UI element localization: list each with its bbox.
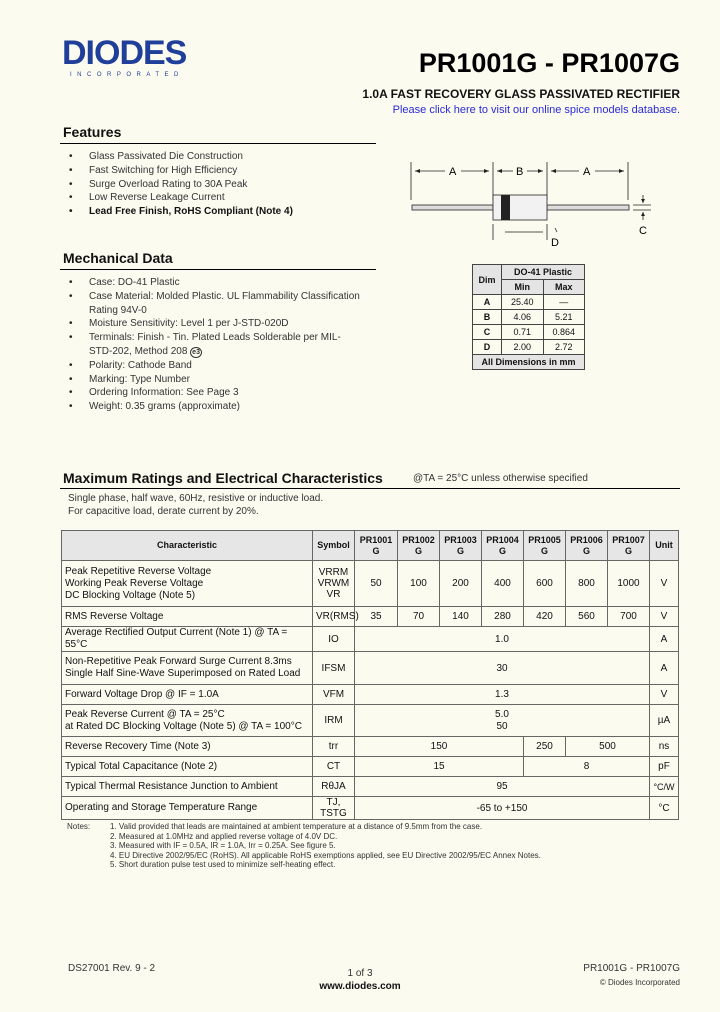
list-item: • Fast Switching for High Efficiency bbox=[63, 164, 373, 178]
table-row bbox=[62, 685, 679, 705]
value-cell: 200 bbox=[440, 561, 482, 607]
mechanical-heading: Mechanical Data bbox=[63, 250, 173, 266]
min-cell: 25.40 bbox=[502, 295, 544, 310]
value-cell: 250 bbox=[524, 737, 566, 757]
value-cell: 35 bbox=[355, 607, 398, 627]
value-cell: 150 bbox=[355, 737, 524, 757]
part-header: PR1006 G bbox=[566, 531, 608, 561]
unit-cell: V bbox=[650, 561, 679, 607]
e3-icon: e3 bbox=[192, 348, 200, 356]
note-item: 4. EU Directive 2002/95/EC (RoHS). All applicable RoHS exemptions applied, see EU Directive 2002/95/EC Annex Notes. bbox=[110, 850, 541, 860]
dim-label-c: C bbox=[639, 225, 647, 237]
value-cell: 8 bbox=[524, 757, 650, 777]
part-header: PR1001 G bbox=[355, 531, 398, 561]
ratings-intro-2: For capacitive load, derate current by 20%. bbox=[68, 506, 259, 517]
symbol-cell: trr bbox=[313, 737, 355, 757]
notes-label: Notes: bbox=[67, 822, 91, 831]
min-header: Min bbox=[502, 280, 544, 295]
table-row bbox=[62, 705, 679, 737]
characteristic-cell: Forward Voltage Drop @ IF = 1.0A bbox=[62, 685, 313, 705]
value-cell: 800 bbox=[566, 561, 608, 607]
value-cell: 1000 bbox=[608, 561, 650, 607]
value-cell: 420 bbox=[524, 607, 566, 627]
symbol-header: Symbol bbox=[313, 531, 355, 561]
part-header: PR1005 G bbox=[524, 531, 566, 561]
ratings-rule bbox=[60, 488, 680, 489]
cathode-band bbox=[501, 195, 510, 220]
value-cell: 70 bbox=[398, 607, 440, 627]
characteristic-cell: Average Rectified Output Current (Note 1) @ TA = 55°C bbox=[62, 627, 313, 652]
ratings-table bbox=[61, 530, 679, 820]
table-row bbox=[62, 627, 679, 652]
min-cell: 4.06 bbox=[502, 310, 544, 325]
table-row bbox=[62, 797, 679, 820]
value-cell: 1.3 bbox=[355, 685, 650, 705]
characteristic-cell: RMS Reverse Voltage bbox=[62, 607, 313, 627]
value-cell: -65 to +150 bbox=[355, 797, 650, 820]
list-item: • Moisture Sensitivity: Level 1 per J-STD-020D bbox=[63, 317, 363, 331]
value-cell: 30 bbox=[355, 652, 650, 685]
value-cell: 500 bbox=[566, 737, 650, 757]
mechanical-list bbox=[63, 276, 363, 414]
list-item bbox=[63, 331, 363, 359]
symbol-cell: IFSM bbox=[313, 652, 355, 685]
unit-cell: °C/W bbox=[650, 777, 679, 797]
footer-part-number: PR1001G - PR1007G bbox=[583, 963, 680, 974]
characteristic-cell: Peak Repetitive Reverse Voltage Working Peak Reverse Voltage DC Blocking Voltage (Note 5) bbox=[62, 561, 313, 607]
product-subtitle: 1.0A FAST RECOVERY GLASS PASSIVATED RECTIFIER bbox=[362, 87, 680, 101]
dim-header: Dim bbox=[473, 265, 502, 295]
unit-cell: A bbox=[650, 627, 679, 652]
characteristic-header: Characteristic bbox=[62, 531, 313, 561]
symbol-cell: VR(RMS) bbox=[313, 607, 355, 627]
list-item: • Polarity: Cathode Band bbox=[63, 359, 363, 373]
characteristic-cell: Typical Thermal Resistance Junction to Ambient bbox=[62, 777, 313, 797]
characteristic-cell: Operating and Storage Temperature Range bbox=[62, 797, 313, 820]
package-header: DO-41 Plastic bbox=[502, 265, 585, 280]
value-cell: 50 bbox=[355, 561, 398, 607]
dim-label-d: D bbox=[551, 237, 559, 249]
dim-cell: C bbox=[473, 325, 502, 340]
list-item: • Ordering Information: See Page 3 bbox=[63, 386, 363, 400]
ratings-condition: @TA = 25°C unless otherwise specified bbox=[413, 473, 588, 484]
unit-cell: pF bbox=[650, 757, 679, 777]
part-header: PR1003 G bbox=[440, 531, 482, 561]
list-item: • Case: DO-41 Plastic bbox=[63, 276, 363, 290]
symbol-cell: IRM bbox=[313, 705, 355, 737]
value-cell: 1.0 bbox=[355, 627, 650, 652]
value-cell: 560 bbox=[566, 607, 608, 627]
characteristic-cell: Non-Repetitive Peak Forward Surge Current 8.3ms Single Half Sine-Wave Superimposed on Rated Load bbox=[62, 652, 313, 685]
diode-outline-diagram bbox=[405, 150, 665, 250]
value-cell: 600 bbox=[524, 561, 566, 607]
max-cell: 0.864 bbox=[543, 325, 585, 340]
notes-list bbox=[110, 822, 670, 870]
min-cell: 2.00 bbox=[502, 340, 544, 355]
part-header: PR1004 G bbox=[482, 531, 524, 561]
symbol-cell: TJ, TSTG bbox=[313, 797, 355, 820]
ratings-intro-1: Single phase, half wave, 60Hz, resistive or inductive load. bbox=[68, 493, 324, 504]
value-cell: 700 bbox=[608, 607, 650, 627]
dimension-table bbox=[472, 264, 585, 370]
symbol-cell: IO bbox=[313, 627, 355, 652]
value-cell: 5.0 50 bbox=[355, 705, 650, 737]
dim-cell: B bbox=[473, 310, 502, 325]
dim-label-a-right: A bbox=[583, 166, 591, 178]
terminals-text: Terminals: Finish - Tin. Plated Leads Solderable per MIL-STD-202, Method 208 bbox=[89, 332, 341, 357]
symbol-cell: RθJA bbox=[313, 777, 355, 797]
symbol-cell: VFM bbox=[313, 685, 355, 705]
unit-cell: ns bbox=[650, 737, 679, 757]
value-cell: 140 bbox=[440, 607, 482, 627]
unit-cell: V bbox=[650, 685, 679, 705]
characteristic-cell: Typical Total Capacitance (Note 2) bbox=[62, 757, 313, 777]
value-cell: 95 bbox=[355, 777, 650, 797]
table-row bbox=[473, 325, 585, 340]
features-rule bbox=[60, 143, 376, 144]
table-row bbox=[473, 310, 585, 325]
max-cell: 2.72 bbox=[543, 340, 585, 355]
symbol-cell: CT bbox=[313, 757, 355, 777]
table-row bbox=[62, 757, 679, 777]
mechanical-rule bbox=[60, 269, 376, 270]
list-item: • Glass Passivated Die Construction bbox=[63, 150, 373, 164]
list-item: • Surge Overload Rating to 30A Peak bbox=[63, 178, 373, 192]
logo-subtitle: INCORPORATED bbox=[70, 72, 184, 78]
dim-cell: A bbox=[473, 295, 502, 310]
note-item: 1. Valid provided that leads are maintained at ambient temperature at a distance of 9.5mm from the case. bbox=[110, 822, 483, 831]
value-cell: 15 bbox=[355, 757, 524, 777]
unit-cell: A bbox=[650, 652, 679, 685]
table-row bbox=[62, 607, 679, 627]
page-number: 1 of 3 bbox=[347, 968, 373, 979]
list-item: • Low Reverse Leakage Current bbox=[63, 191, 373, 205]
list-item: • Marking: Type Number bbox=[63, 373, 363, 387]
doc-number: DS27001 Rev. 9 - 2 bbox=[68, 963, 156, 974]
features-heading: Features bbox=[63, 124, 122, 140]
spice-models-link[interactable]: Please click here to visit our online spice models database. bbox=[392, 104, 680, 116]
part-header: PR1007 G bbox=[608, 531, 650, 561]
list-item: • Case Material: Molded Plastic. UL Flammability Classification Rating 94V-0 bbox=[63, 290, 363, 318]
dim-footer: All Dimensions in mm bbox=[473, 355, 585, 370]
table-row bbox=[62, 561, 679, 607]
note-item: 5. Short duration pulse test used to minimize self-heating effect. bbox=[110, 860, 336, 869]
value-cell: 400 bbox=[482, 561, 524, 607]
dim-label-a-left: A bbox=[449, 166, 457, 178]
max-cell: — bbox=[543, 295, 585, 310]
website-link[interactable]: www.diodes.com bbox=[319, 981, 401, 992]
part-number-title: PR1001G - PR1007G bbox=[418, 48, 680, 78]
max-cell: 5.21 bbox=[543, 310, 585, 325]
part-header: PR1002 G bbox=[398, 531, 440, 561]
diodes-logo bbox=[62, 36, 222, 76]
note-item: 2. Measured at 1.0MHz and applied reverse voltage of 4.0V DC. bbox=[110, 831, 338, 841]
logo-text: DIODES bbox=[62, 34, 187, 72]
unit-cell: µA bbox=[650, 705, 679, 737]
unit-cell: V bbox=[650, 607, 679, 627]
table-row bbox=[62, 737, 679, 757]
table-row bbox=[473, 340, 585, 355]
dim-cell: D bbox=[473, 340, 502, 355]
list-item: • Lead Free Finish, RoHS Compliant (Note 4) bbox=[63, 205, 373, 219]
characteristic-cell: Peak Reverse Current @ TA = 25°C at Rated DC Blocking Voltage (Note 5) @ TA = 100°C bbox=[62, 705, 313, 737]
max-header: Max bbox=[543, 280, 585, 295]
unit-cell: °C bbox=[650, 797, 679, 820]
note-item: 3. Measured with IF = 0.5A, IR = 1.0A, Irr = 0.25A. See figure 5. bbox=[110, 841, 336, 850]
unit-header: Unit bbox=[650, 531, 679, 561]
table-row bbox=[62, 652, 679, 685]
value-cell: 280 bbox=[482, 607, 524, 627]
copyright: © Diodes Incorporated bbox=[599, 978, 680, 987]
value-cell: 100 bbox=[398, 561, 440, 607]
symbol-cell: VRRM VRWM VR bbox=[313, 561, 355, 607]
ratings-heading: Maximum Ratings and Electrical Characteristics bbox=[63, 470, 383, 486]
table-row bbox=[473, 295, 585, 310]
list-item: • Weight: 0.35 grams (approximate) bbox=[63, 400, 363, 414]
dim-label-b: B bbox=[516, 166, 524, 178]
features-list bbox=[63, 150, 373, 219]
min-cell: 0.71 bbox=[502, 325, 544, 340]
characteristic-cell: Reverse Recovery Time (Note 3) bbox=[62, 737, 313, 757]
table-row bbox=[62, 777, 679, 797]
